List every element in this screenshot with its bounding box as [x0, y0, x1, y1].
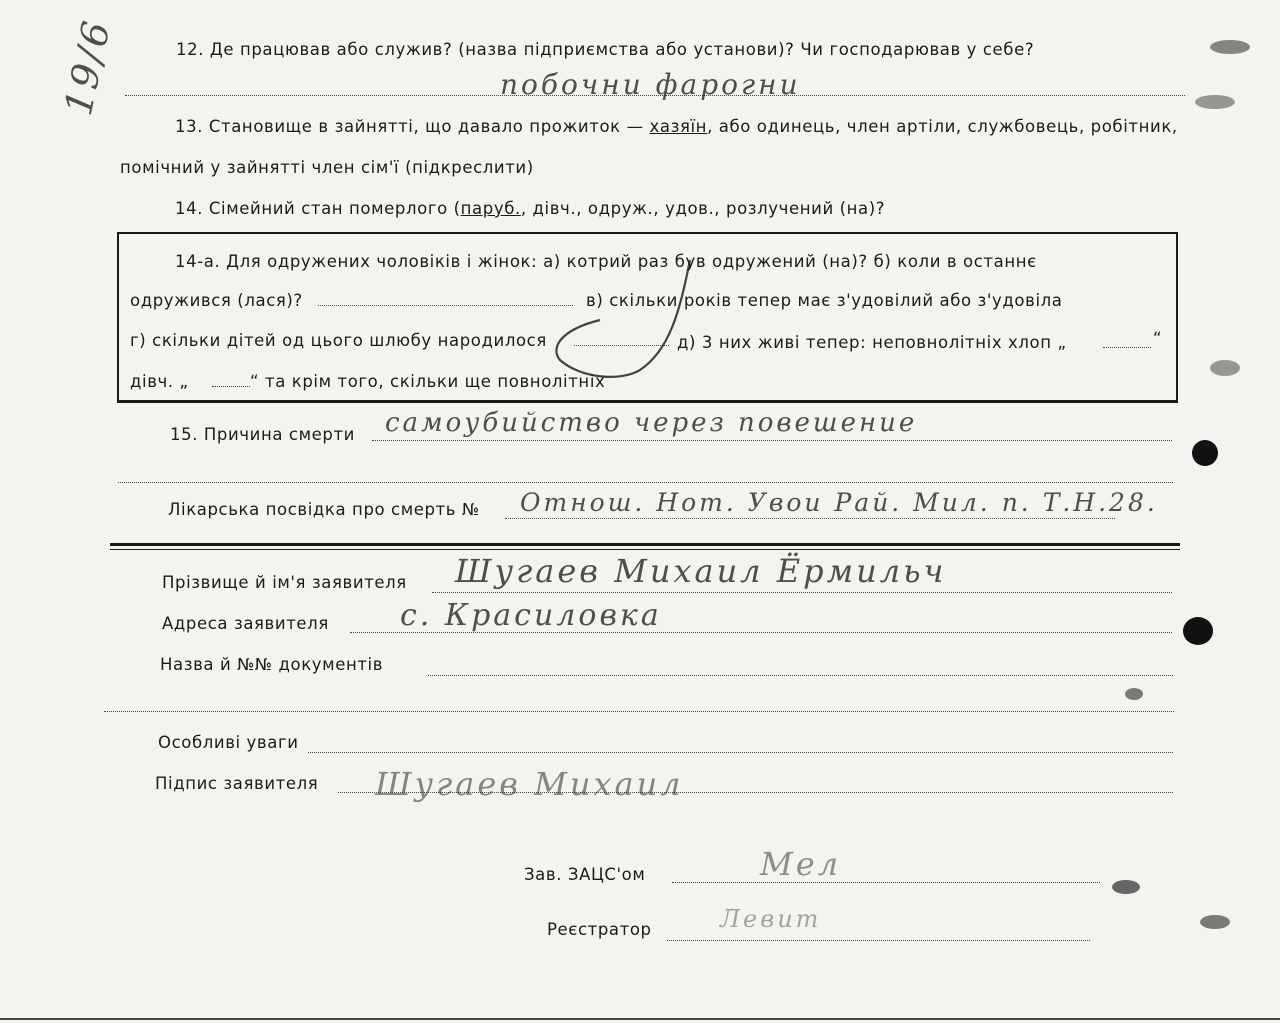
q15-answer-line — [372, 440, 1172, 441]
q14a-line2b: в) скільки років тепер має з'удовілий або з'удовіла — [586, 291, 1063, 310]
paper-damage — [1210, 360, 1240, 376]
paper-damage — [1195, 95, 1235, 109]
notes-line — [308, 752, 1173, 753]
q14a-line2-dots — [318, 305, 573, 306]
q13-suffix: , або одинець, член артіли, службовець, робітник, — [707, 117, 1178, 136]
registrar-signature: Левит — [720, 905, 822, 933]
q15-answer-line2 — [118, 482, 1173, 483]
q14-prefix: 14. Сімейний стан померлого ( — [175, 199, 461, 218]
paper-damage — [1200, 915, 1230, 929]
registrar-label: Реєстратор — [547, 920, 652, 939]
head-line — [672, 882, 1100, 883]
q13-line2: помічний у зайнятті член сім'ї (підкреслити) — [120, 158, 534, 177]
signature-label: Підпис заявителя — [155, 774, 319, 793]
q15-answer: самоубийство через повешение — [385, 408, 918, 438]
applicant-signature: Шугаев Михаил — [375, 765, 684, 803]
q14-suffix: , дівч., одруж., удов., розлучений (на)? — [520, 199, 886, 218]
applicant-address-label: Адреса заявителя — [162, 614, 329, 633]
q13-line1 — [175, 117, 1178, 137]
documents-label: Назва й №№ документів — [160, 655, 384, 674]
q14a-line4a: дівч. „ — [130, 372, 189, 391]
applicant-name-line — [432, 592, 1172, 593]
margin-note: 19/6 — [56, 14, 120, 120]
q14-underlined-option: паруб. — [460, 199, 521, 218]
q14a-line3b: д) 3 них живі тепер: неповнолітніх хлоп „ — [677, 333, 1067, 352]
q14a-line3a: г) скільки дітей од цього шлюбу народилося — [130, 331, 547, 350]
punch-hole — [1183, 617, 1213, 645]
q14a-line3c: “ — [1153, 329, 1163, 348]
notes-label: Особливі уваги — [158, 733, 299, 752]
medical-line — [505, 518, 1115, 519]
registrar-line — [667, 940, 1090, 941]
q14a-line4-dots — [212, 386, 250, 387]
paper-damage — [1112, 880, 1140, 894]
q14a-line3-dots2 — [1103, 347, 1151, 348]
q14a-line4b: “ та крім того, скільки ще повнолітніх — [250, 372, 606, 391]
medical-answer: Отнош. Нот. Увои Рай. Мил. п. Т.Н.28. — [520, 488, 1158, 517]
head-signature: Мел — [760, 845, 842, 883]
q13-underlined-option: хазяїн — [649, 117, 708, 136]
section-divider — [110, 543, 1180, 546]
bottom-rule — [0, 1018, 1280, 1020]
q12-label: 12. Де працював або служив? (назва підприємства або установи)? Чи господарював у себе? — [176, 40, 1035, 59]
head-label: Зав. ЗАЦС'ом — [524, 865, 646, 884]
q14a-line2a: одружився (лася)? — [130, 291, 303, 310]
applicant-address-value: с. Красиловка — [400, 598, 662, 633]
paper-damage — [1125, 688, 1143, 700]
documents-line — [428, 675, 1173, 676]
q15-label: 15. Причина смерти — [170, 425, 355, 444]
punch-hole — [1192, 440, 1218, 466]
strike-scribble — [540, 250, 720, 390]
paper-damage — [1210, 40, 1250, 54]
q14a-line1: 14-а. Для одружених чоловіків і жінок: а) котрий раз був одружений (на)? б) коли в останнє — [175, 252, 1037, 271]
q12-answer: побочни фарогни — [500, 68, 801, 101]
q14-line — [175, 199, 885, 219]
applicant-name-value: Шугаев Михаил Ёрмильч — [455, 552, 947, 590]
section-divider-thin — [110, 549, 1180, 550]
medical-label: Лікарська посвідка про смерть № — [168, 500, 480, 519]
q13-prefix: 13. Становище в зайнятті, що давало прожиток — — [175, 117, 650, 136]
applicant-name-label: Прізвище й ім'я заявителя — [162, 573, 407, 592]
documents-line2 — [104, 711, 1174, 712]
